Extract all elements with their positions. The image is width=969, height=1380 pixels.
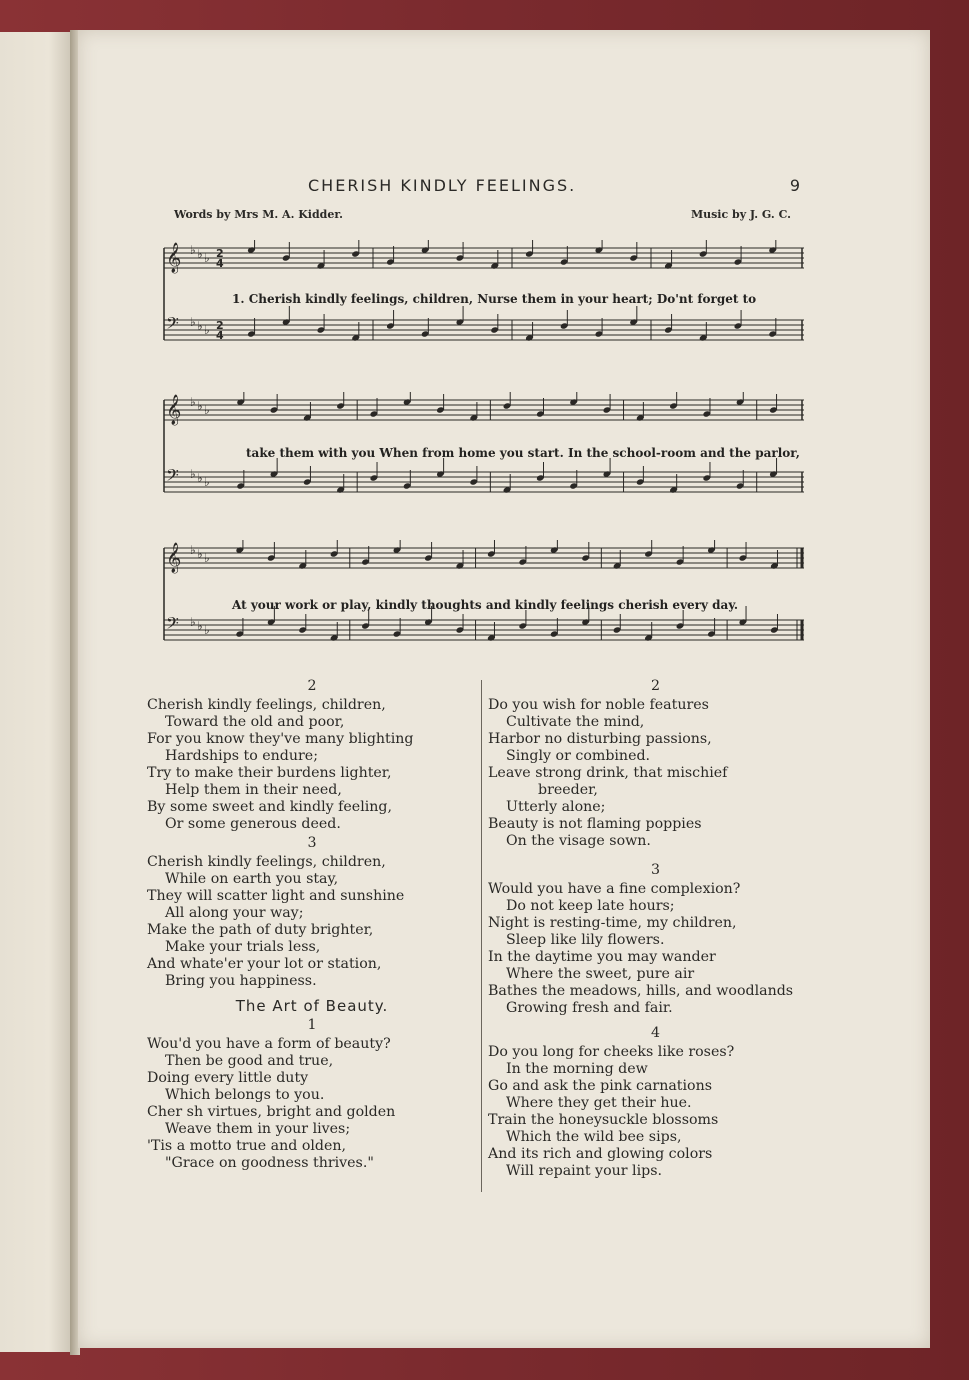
svg-text:♭: ♭	[204, 551, 210, 565]
verse-line: Cherish kindly feelings, children,	[147, 697, 386, 713]
verse-line: "Grace on goodness thrives."	[165, 1155, 374, 1171]
svg-text:♭: ♭	[190, 467, 196, 481]
verse-number: 4	[650, 1025, 661, 1041]
beauty-verse-2	[488, 697, 823, 850]
verse-line: And its rich and glowing colors	[488, 1146, 713, 1162]
svg-text:♭: ♭	[190, 615, 196, 629]
verse-line: Bathes the meadows, hills, and woodlands	[488, 983, 794, 999]
facing-page-edge	[0, 32, 72, 1352]
verse-line: All along your way;	[165, 905, 304, 921]
svg-text:♭: ♭	[197, 547, 203, 561]
verse-number: 2	[307, 678, 317, 694]
verse-line: 'Tis a motto true and olden,	[147, 1138, 347, 1154]
verse-line: Harbor no disturbing passions,	[488, 731, 712, 747]
song-title: CHERISH KINDLY FEELINGS.	[308, 176, 577, 195]
verse-line: Or some generous deed.	[165, 816, 341, 832]
svg-text:♭: ♭	[197, 399, 203, 413]
verse-line: They will scatter light and sunshine	[147, 888, 405, 904]
verse-line: Which the wild bee sips,	[506, 1129, 682, 1145]
verse-line: In the daytime you may wander	[488, 949, 716, 965]
verse-2	[147, 697, 477, 833]
svg-text:♭: ♭	[204, 251, 210, 265]
verse-line: Which belongs to you.	[165, 1087, 325, 1103]
verse-line: Do not keep late hours;	[506, 898, 675, 914]
verse-line: Cultivate the mind,	[506, 714, 645, 730]
beauty-verse-1	[147, 1036, 477, 1172]
left-column	[147, 676, 477, 1172]
verse-number: 2	[650, 678, 661, 694]
svg-text:♭: ♭	[190, 543, 196, 557]
music-credit: Music by J. G. C.	[690, 208, 791, 221]
verse-line: Go and ask the pink carnations	[488, 1078, 713, 1094]
svg-text:♭: ♭	[204, 323, 210, 337]
verse-line: Cherish kindly feelings, children,	[147, 854, 386, 870]
svg-text:♭: ♭	[204, 623, 210, 637]
verse-line: Do you long for cheeks like roses?	[488, 1044, 735, 1060]
verse-line: Singly or combined.	[506, 748, 651, 764]
column-divider	[481, 680, 482, 1192]
verse-line: In the morning dew	[506, 1061, 648, 1077]
verse-line: Utterly alone;	[506, 799, 606, 815]
verse-line: Would you have a fine complexion?	[488, 881, 741, 897]
svg-text:𝄞: 𝄞	[166, 243, 182, 273]
page-number: 9	[789, 176, 800, 195]
verse-line: Try to make their burdens lighter,	[147, 765, 392, 781]
verse-line: And whate'er your lot or station,	[147, 956, 382, 972]
verse-line: For you know they've many blighting	[147, 731, 414, 747]
verse-line: Toward the old and poor,	[165, 714, 345, 730]
section-title: The Art of Beauty.	[235, 997, 389, 1015]
svg-text:♭: ♭	[190, 315, 196, 329]
right-column	[488, 676, 823, 1180]
svg-text:𝄢: 𝄢	[166, 613, 179, 637]
lyric-line-2: take them with you When from home you start. In the school-room and the parlor,	[246, 446, 800, 460]
verse-line: Growing fresh and fair.	[506, 1000, 673, 1016]
verse-line: Beauty is not flaming poppies	[488, 816, 702, 832]
verse-line: On the visage sown.	[506, 833, 651, 849]
svg-text:♭: ♭	[190, 243, 196, 257]
svg-text:2: 2	[216, 319, 224, 332]
svg-text:♭: ♭	[204, 403, 210, 417]
svg-text:𝄞: 𝄞	[166, 543, 182, 573]
verse-number: 1	[307, 1017, 317, 1033]
verse-line: Hardships to endure;	[165, 748, 318, 764]
svg-text:𝄞: 𝄞	[166, 395, 182, 425]
verse-line: breeder,	[538, 782, 598, 798]
verse-line: Will repaint your lips.	[506, 1163, 662, 1179]
svg-text:2: 2	[216, 247, 224, 260]
lyric-line-1: 1. Cherish kindly feelings, children, Nurse them in your heart; Do'nt forget to	[232, 292, 757, 306]
verse-line: Where the sweet, pure air	[506, 966, 695, 982]
beauty-verse-4	[488, 1044, 823, 1180]
verse-number: 3	[650, 862, 661, 878]
verse-line: While on earth you stay,	[165, 871, 339, 887]
verse-line: Wou'd you have a form of beauty?	[147, 1036, 391, 1052]
verse-line: Doing every little duty	[147, 1070, 309, 1086]
verse-number: 3	[307, 835, 317, 851]
svg-text:♭: ♭	[190, 395, 196, 409]
beauty-verse-3	[488, 881, 823, 1017]
svg-text:♭: ♭	[204, 475, 210, 489]
verse-line: Cher sh virtues, bright and golden	[147, 1104, 396, 1120]
svg-text:♭: ♭	[197, 247, 203, 261]
verse-line: Night is resting-time, my children,	[488, 915, 737, 931]
verse-line: Bring you happiness.	[165, 973, 317, 989]
svg-text:𝄢: 𝄢	[166, 465, 179, 489]
svg-text:4: 4	[216, 257, 224, 270]
svg-text:♭: ♭	[197, 619, 203, 633]
lyric-line-3: At your work or play, kindly thoughts and kindly feelings cherish every day.	[232, 598, 739, 612]
verse-line: Do you wish for noble features	[488, 697, 709, 713]
verse-line: Make your trials less,	[165, 939, 321, 955]
words-credit: Words by Mrs M. A. Kidder.	[174, 208, 343, 221]
svg-text:𝄢: 𝄢	[166, 313, 179, 337]
verse-line: Sleep like lily flowers.	[506, 932, 665, 948]
verse-line: Where they get their hue.	[506, 1095, 692, 1111]
svg-text:♭: ♭	[197, 319, 203, 333]
verse-line: Leave strong drink, that mischief	[488, 765, 728, 781]
verse-line: Help them in their need,	[165, 782, 342, 798]
verse-line: Weave them in your lives;	[165, 1121, 351, 1137]
verse-line: Make the path of duty brighter,	[147, 922, 374, 938]
verse-3	[147, 854, 477, 990]
svg-text:♭: ♭	[197, 471, 203, 485]
verse-line: Train the honeysuckle blossoms	[488, 1112, 719, 1128]
svg-text:4: 4	[216, 329, 224, 342]
verse-line: By some sweet and kindly feeling,	[147, 799, 393, 815]
verse-line: Then be good and true,	[165, 1053, 334, 1069]
